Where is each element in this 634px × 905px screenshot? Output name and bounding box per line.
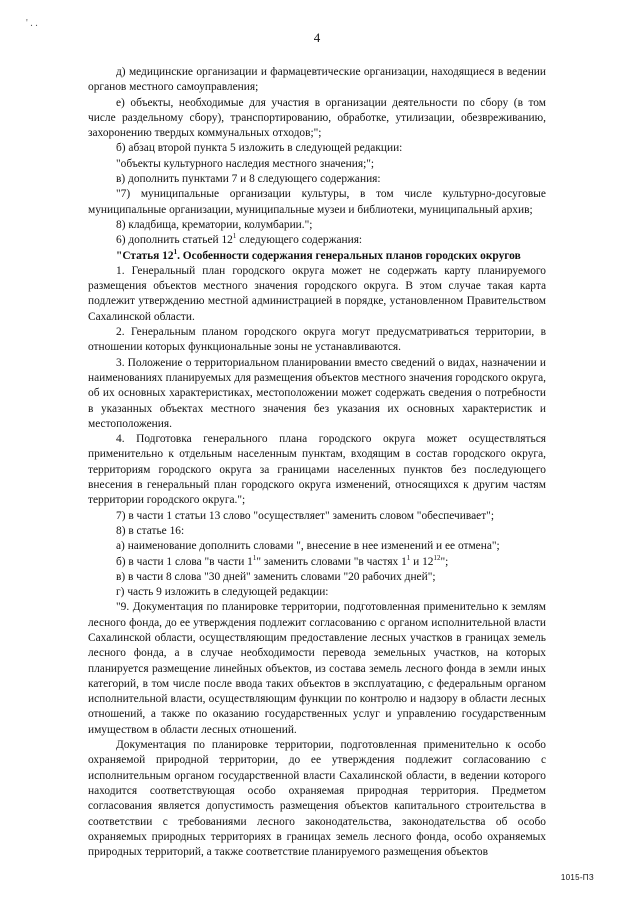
amendment-a: а) наименование дополнить словами ", внесение в нее изменений и ее отмена"; bbox=[116, 540, 500, 553]
document-body bbox=[88, 65, 546, 860]
paragraph-amendment-b: б) абзац второй пункта 5 изложить в следующей редакции: bbox=[116, 142, 403, 155]
corner-mark: ' . . bbox=[26, 18, 38, 29]
amendment-8: 8) в статье 16: bbox=[116, 524, 185, 537]
article-paragraph-2: 2. Генеральным планом городского округа могут предусматриваться территории, в отношении которых функциональные зоны не устанавливаются. bbox=[88, 326, 546, 354]
paragraph-cultural-heritage: "объекты культурного наследия местного значения;"; bbox=[116, 157, 375, 170]
amendment-7: 7) в части 1 статьи 13 слово "осуществляет" заменить словом "обеспечивает"; bbox=[116, 509, 494, 522]
paragraph-add-article: 6) дополнить статьей $12^1$ следующего содержания: bbox=[116, 232, 363, 247]
paragraph-protected-territory: Документация по планировке территории, подготовленная применительно к особо охраняемой природной территории, до ее утверждения подлежит согласованию с исполнительным органом государственной власти Сахалинской области, в ведении которого находится соответствующая особо охраняемая природная территория. Предметом согласования является допустимость размещения объектов капитального строительства в соответствии с требованиями лесного законодательства, законодательства об особо охраняемых природных территориях в границах земель лесного фонда, особо охраняемых природных территорий, а также соответствие планируемого размещения объектов bbox=[88, 739, 546, 859]
paragraph-point-7: "7) муниципальные организации культуры, в том числе культурно-досуговые муниципальные организации, муниципальные музеи и библиотеки, муниципальный архив; bbox=[88, 188, 546, 216]
amendment-b: б) в части 1 слова "в части $1^1$" заменить словами "в частях $1^1$ и $12^{12}$"; bbox=[116, 553, 449, 568]
paragraph-item-d: д) медицинские организации и фармацевтические организации, находящиеся в ведении органов местного самоуправления; bbox=[88, 66, 546, 94]
paragraph-amendment-v: в) дополнить пунктами 7 и 8 следующего содержания: bbox=[116, 173, 381, 186]
article-paragraph-4: 4. Подготовка генерального плана городского округа может осуществляться применительно к отдельным населенным пунктам, входящим в состав городского округа, территориям городского округа за границами населенных пунктов без последующего внесения в генеральный план городского округа изменений, относящихся к другим частям территории городского округа."; bbox=[88, 433, 546, 507]
page-number: 4 bbox=[313, 30, 321, 45]
article-paragraph-1: 1. Генеральный план городского округа может не содержать карту планируемого размещения объектов местного значения городского округа. В этом случае такая карта подлежит утверждению местной администрацией в порядке, установленном Правительством Сахалинской области. bbox=[88, 264, 546, 323]
article-paragraph-3: 3. Положение о территориальном планировании вместо сведений о видах, назначении и наименованиях планируемых для размещения объектов местного значения городского округа, об их основных характеристиках, местоположении может содержать сведения о потребности в указанных объектах местного значения без указания их основных характеристик и местоположения. bbox=[88, 356, 546, 430]
paragraph-point-8: 8) кладбища, крематории, колумбарии."; bbox=[116, 218, 313, 231]
paragraph-item-e: е) объекты, необходимые для участия в организации деятельности по сбору (в том числе раздельному сбору), транспортированию, обработке, утилизации, обезвреживанию, захоронению твердых коммунальных отходов;"; bbox=[88, 96, 546, 140]
amendment-v: в) в части 8 слова "30 дней" заменить словами "20 рабочих дней"; bbox=[116, 570, 436, 583]
superscript: 1 bbox=[232, 232, 237, 241]
document-code: 1015-ПЗ bbox=[560, 873, 594, 882]
article-title: "Статья $12^1$. Особенности содержания генеральных планов городских округов bbox=[116, 247, 521, 262]
paragraph-part-9: "9. Документация по планировке территории, подготовленная применительно к землям лесного фонда, до ее утверждения подлежит согласованию с органом исполнительной власти Сахалинской области, осуществляющим предоставление лесных участков в границах земель лесного фонда, а в случае необходимости перевода земельных участков, на которых планируется размещение линейных объектов, из состава земель лесного фонда в земли иных категорий, в том числе после ввода таких объектов в эксплуатацию, с федеральным органом исполнительной власти, осуществляющим функции по контролю и надзору в области лесных отношений, а также по оказанию государственных услуг и управлению государственным имуществом в области лесных отношений. bbox=[88, 601, 546, 736]
amendment-g: г) часть 9 изложить в следующей редакции: bbox=[116, 586, 329, 599]
